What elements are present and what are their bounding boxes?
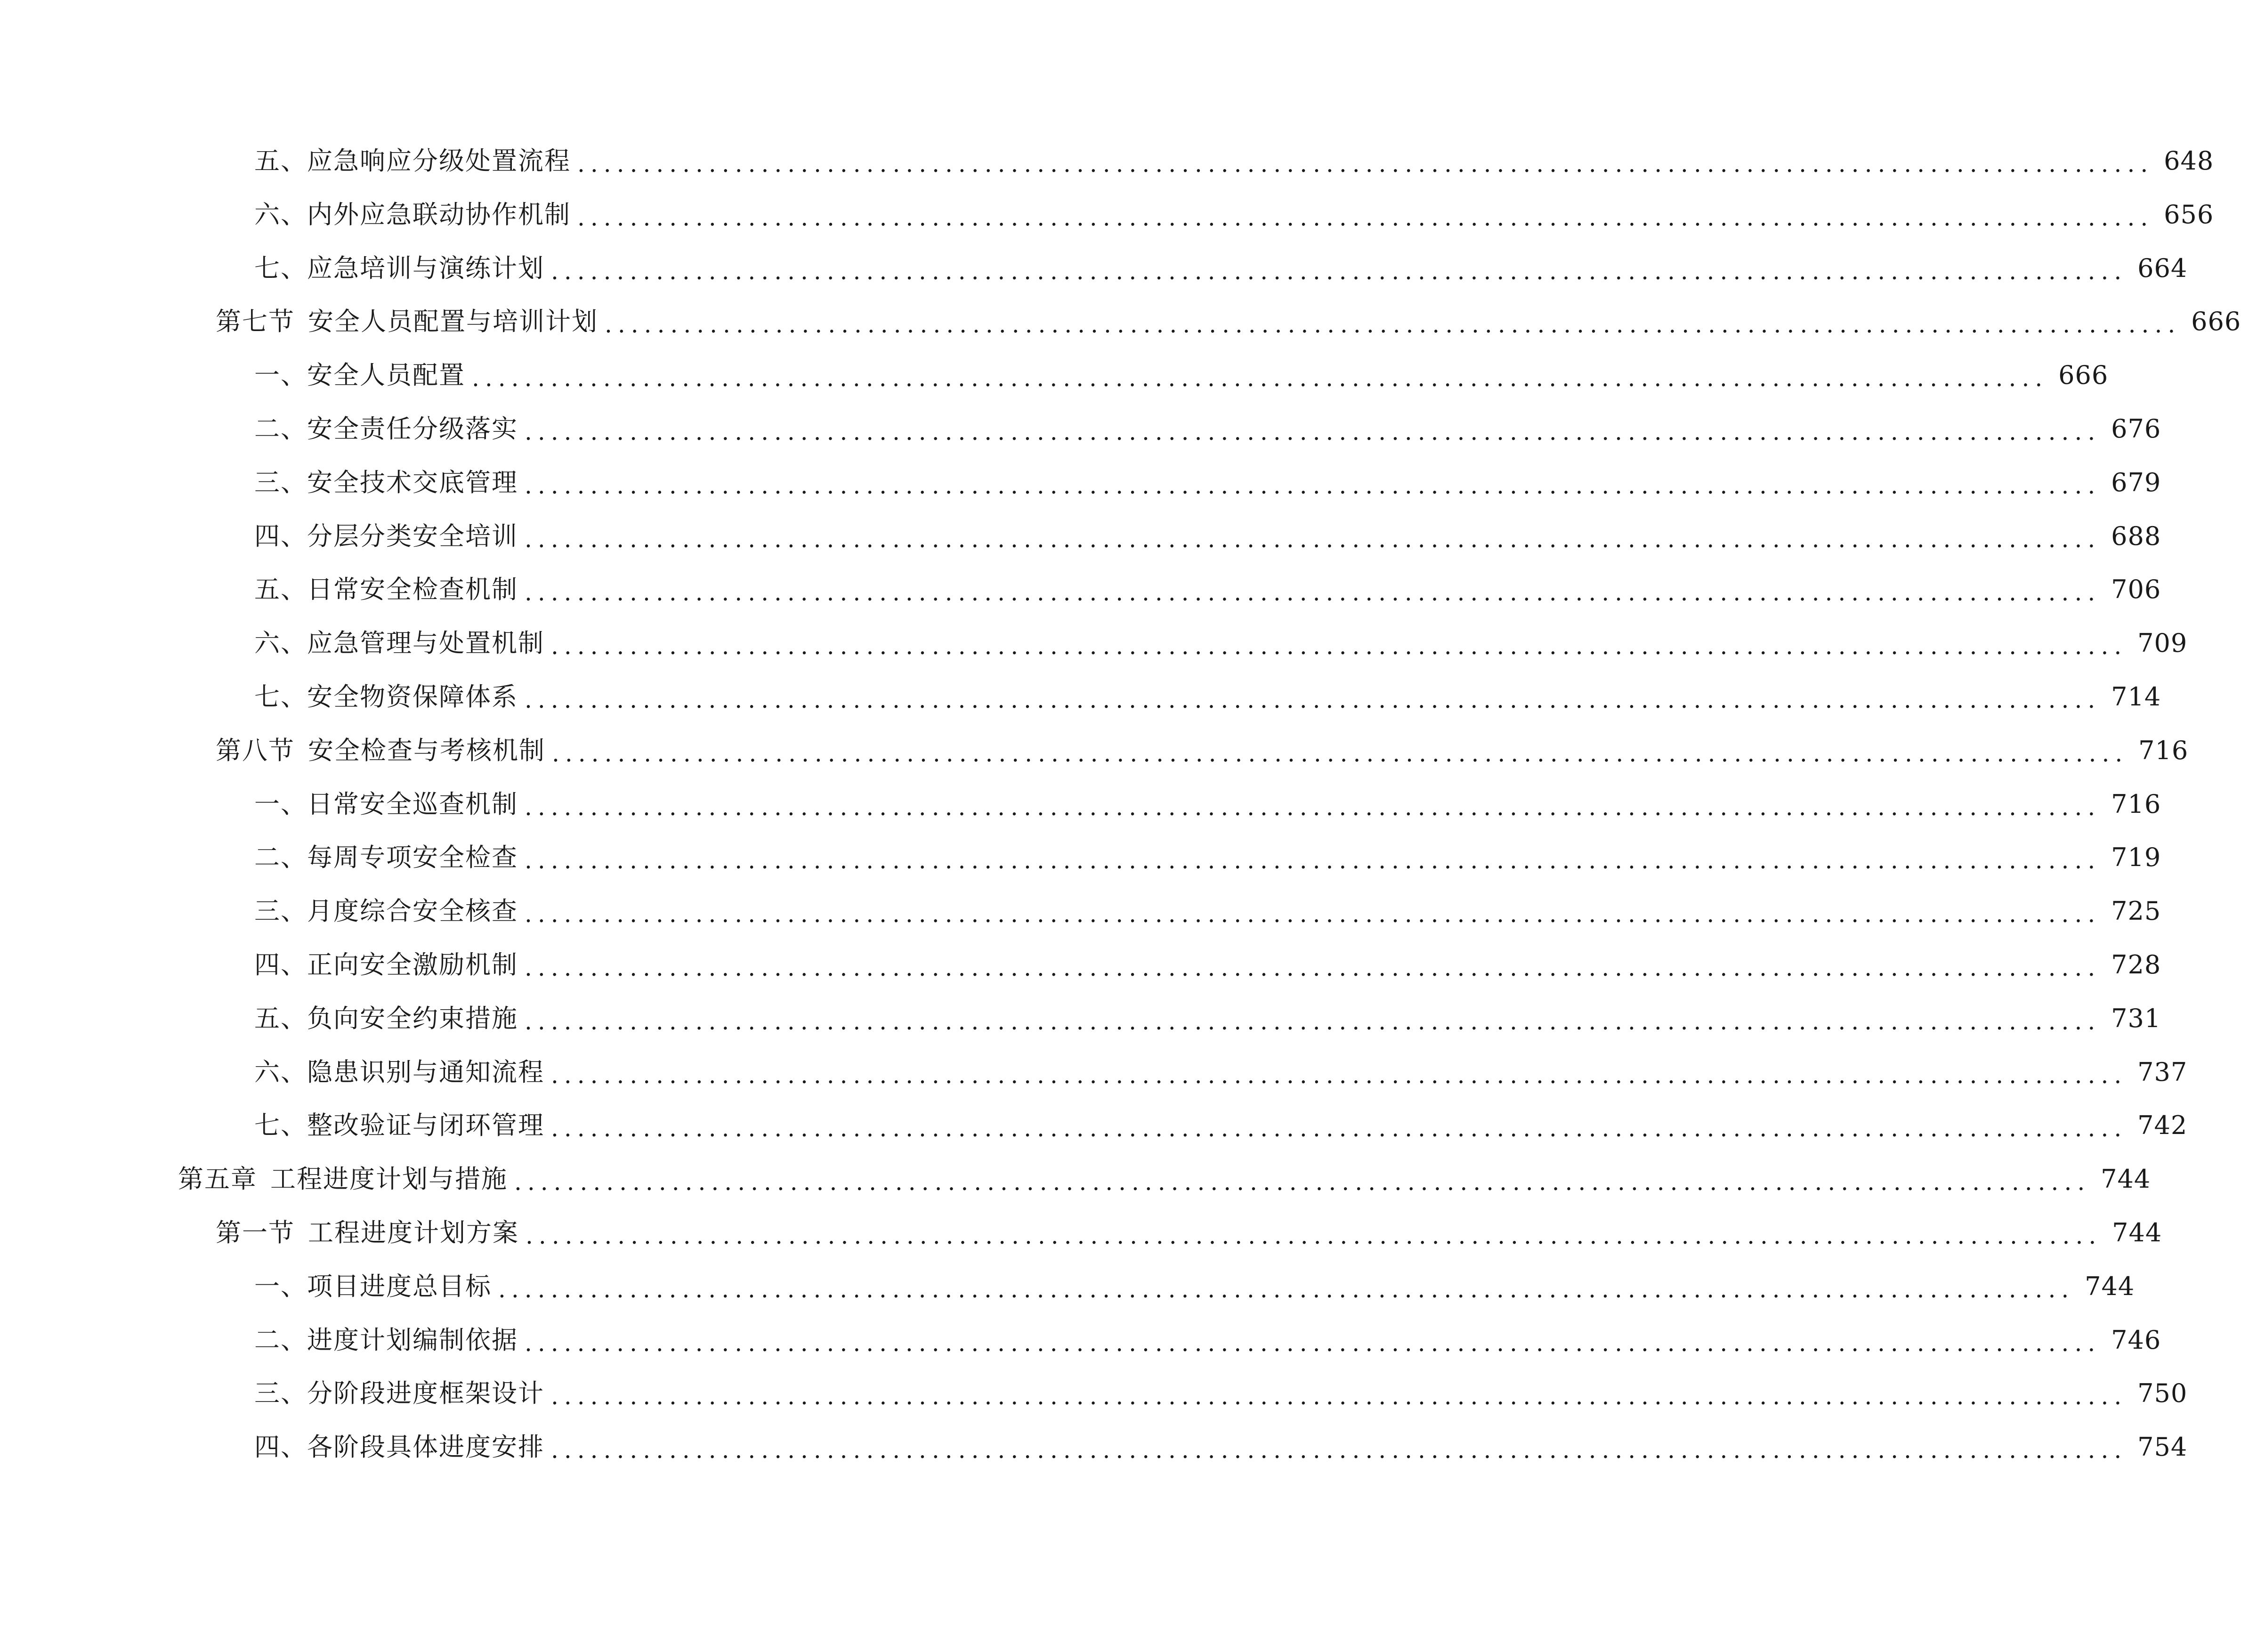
toc-entry-title bbox=[254, 253, 544, 283]
toc-entry-title bbox=[254, 1325, 518, 1355]
toc-entry-title bbox=[254, 521, 518, 551]
dot-leader: ........................................................................................................................ bbox=[498, 1276, 2075, 1303]
toc-entry-title bbox=[254, 684, 518, 710]
dot-leader: ........................................................................................................................ bbox=[526, 1222, 2102, 1249]
toc-entry-page-number: 706 bbox=[2111, 575, 2161, 604]
dot-leader: ........................................................................................................................ bbox=[551, 1383, 2128, 1410]
toc-entry-text: 四、各阶段具体进度安排 bbox=[254, 1432, 544, 1462]
toc-entry-title bbox=[254, 789, 518, 819]
toc-entry[interactable] bbox=[254, 1260, 2135, 1313]
toc-entry-title bbox=[254, 1057, 544, 1087]
toc-entry-text: 二、每周专项安全检查 bbox=[254, 842, 518, 872]
toc-entry-text: 六、隐患识别与通知流程 bbox=[254, 1057, 544, 1087]
dot-leader: ........................................................................................................................ bbox=[525, 579, 2101, 606]
toc-entry-page-number: 716 bbox=[2111, 789, 2161, 819]
toc-entry-text: 七、安全物资保障体系 bbox=[254, 682, 518, 712]
toc-entry[interactable] bbox=[254, 403, 2161, 455]
toc-entry-title bbox=[254, 896, 518, 926]
toc-entry-page-number: 716 bbox=[2138, 736, 2189, 765]
dot-leader: ........................................................................................................................ bbox=[551, 632, 2128, 660]
toc-entry-title bbox=[254, 1378, 544, 1408]
toc-entry-number: 第五章 bbox=[178, 1164, 257, 1194]
toc-entry-text: 三、分阶段进度框架设计 bbox=[254, 1378, 544, 1408]
toc-entry-text: 四、正向安全激励机制 bbox=[254, 950, 518, 980]
toc-entry[interactable] bbox=[254, 1367, 2188, 1420]
toc-entry-text: 安全人员配置与培训计划 bbox=[308, 307, 598, 336]
toc-entry-text: 三、安全技术交底管理 bbox=[254, 468, 518, 497]
toc-entry-title bbox=[254, 148, 571, 174]
toc-entry-title bbox=[216, 309, 598, 334]
toc-entry[interactable] bbox=[254, 135, 2214, 187]
toc-entry-title bbox=[254, 202, 571, 227]
dot-leader: ........................................................................................................................ bbox=[514, 1168, 2091, 1196]
toc-entry-text: 五、负向安全约束措施 bbox=[254, 1004, 518, 1033]
toc-entry-title bbox=[216, 738, 545, 763]
dot-leader: ........................................................................................................................ bbox=[525, 472, 2101, 499]
toc-entry-text: 一、日常安全巡查机制 bbox=[254, 789, 518, 819]
toc-entry-page-number: 731 bbox=[2111, 1004, 2161, 1033]
toc-entry[interactable] bbox=[254, 456, 2161, 509]
toc-entry-page-number: 656 bbox=[2164, 200, 2214, 229]
toc-entry[interactable] bbox=[254, 563, 2161, 616]
toc-entry-number: 第七节 bbox=[216, 307, 295, 336]
toc-entry-text: 安全检查与考核机制 bbox=[308, 736, 545, 765]
dot-leader: ........................................................................................................................ bbox=[525, 954, 2101, 981]
toc-entry-page-number: 746 bbox=[2111, 1325, 2161, 1355]
toc-entry-page-number: 714 bbox=[2111, 682, 2161, 712]
toc-entry-page-number: 688 bbox=[2111, 521, 2161, 551]
toc-entry-page-number: 744 bbox=[2112, 1218, 2162, 1247]
toc-entry-title bbox=[254, 1006, 518, 1031]
toc-entry-page-number: 648 bbox=[2164, 146, 2214, 176]
toc-entry[interactable] bbox=[254, 349, 2109, 402]
dot-leader: ........................................................................................................................ bbox=[525, 1329, 2101, 1357]
toc-entry-page-number: 737 bbox=[2137, 1057, 2188, 1087]
toc-entry[interactable] bbox=[254, 939, 2161, 991]
dot-leader: ........................................................................................................................ bbox=[552, 740, 2128, 767]
toc-entry[interactable] bbox=[254, 1421, 2188, 1474]
toc-entry-number: 第一节 bbox=[216, 1218, 295, 1247]
toc-entry-text: 一、项目进度总目标 bbox=[254, 1271, 492, 1301]
toc-entry-text: 五、应急响应分级处置流程 bbox=[254, 146, 571, 176]
dot-leader: ........................................................................................................................ bbox=[551, 1115, 2128, 1142]
toc-entry-title bbox=[178, 1166, 508, 1192]
toc-entry-title bbox=[216, 1220, 519, 1246]
toc-entry-text: 六、应急管理与处置机制 bbox=[254, 628, 544, 658]
dot-leader: ........................................................................................................................ bbox=[551, 258, 2128, 285]
dot-leader: ........................................................................................................................ bbox=[525, 794, 2101, 821]
toc-entry[interactable] bbox=[216, 295, 2241, 348]
toc-entry-page-number: 679 bbox=[2111, 468, 2161, 497]
toc-entry-text: 三、月度综合安全核查 bbox=[254, 896, 518, 926]
toc-entry-text: 七、应急培训与演练计划 bbox=[254, 253, 544, 283]
toc-entry[interactable] bbox=[254, 188, 2214, 241]
toc-entry-page-number: 676 bbox=[2111, 414, 2161, 444]
toc-entry-page-number: 725 bbox=[2111, 896, 2161, 926]
toc-entry-title bbox=[254, 628, 544, 658]
toc-entry[interactable] bbox=[254, 1099, 2188, 1152]
toc-entry[interactable] bbox=[254, 992, 2161, 1045]
dot-leader: ........................................................................................................................ bbox=[577, 150, 2154, 178]
toc-entry-page-number: 709 bbox=[2137, 628, 2188, 658]
toc-entry-text: 二、进度计划编制依据 bbox=[254, 1325, 518, 1355]
toc-entry[interactable] bbox=[216, 724, 2189, 777]
toc-entry-text: 六、内外应急联动协作机制 bbox=[254, 200, 571, 229]
dot-leader: ........................................................................................................................ bbox=[551, 1436, 2128, 1464]
toc-entry-text: 二、安全责任分级落实 bbox=[254, 414, 518, 444]
toc-entry[interactable] bbox=[254, 510, 2161, 563]
toc-entry-title bbox=[254, 416, 518, 442]
toc-entry[interactable] bbox=[254, 885, 2161, 938]
toc-entry[interactable] bbox=[254, 778, 2161, 831]
toc-entry[interactable] bbox=[216, 1207, 2162, 1259]
toc-entry-text: 七、整改验证与闭环管理 bbox=[254, 1110, 544, 1140]
dot-leader: ........................................................................................................................ bbox=[605, 311, 2181, 338]
toc-entry-page-number: 744 bbox=[2085, 1271, 2135, 1301]
dot-leader: ........................................................................................................................ bbox=[525, 1008, 2101, 1035]
dot-leader: ........................................................................................................................ bbox=[525, 847, 2101, 874]
toc-entry-number: 第八节 bbox=[216, 736, 295, 765]
toc-entry[interactable] bbox=[254, 1046, 2188, 1099]
toc-entry-title bbox=[254, 1434, 544, 1460]
toc-entry[interactable] bbox=[254, 831, 2161, 884]
toc-entry-page-number: 754 bbox=[2137, 1432, 2188, 1462]
toc-entry[interactable] bbox=[254, 671, 2161, 723]
dot-leader: ........................................................................................................................ bbox=[472, 364, 2048, 392]
toc-entry-page-number: 664 bbox=[2137, 253, 2188, 283]
toc-entry-page-number: 750 bbox=[2137, 1378, 2188, 1408]
toc-entry-text: 四、分层分类安全培训 bbox=[254, 521, 518, 551]
toc-entry-page-number: 742 bbox=[2137, 1110, 2188, 1140]
toc-entry-text: 五、日常安全检查机制 bbox=[254, 575, 518, 604]
toc-entry-text: 工程进度计划方案 bbox=[308, 1218, 519, 1247]
dot-leader: ........................................................................................................................ bbox=[525, 900, 2101, 928]
toc-entry[interactable] bbox=[254, 617, 2188, 670]
toc-entry[interactable] bbox=[254, 242, 2188, 295]
dot-leader: ........................................................................................................................ bbox=[525, 686, 2101, 713]
toc-entry-title bbox=[254, 842, 518, 872]
toc-entry-page-number: 666 bbox=[2058, 360, 2109, 390]
toc-entry[interactable] bbox=[254, 1314, 2161, 1367]
dot-leader: ........................................................................................................................ bbox=[577, 204, 2154, 231]
toc-entry-title bbox=[254, 360, 465, 390]
toc-entry[interactable] bbox=[178, 1153, 2151, 1206]
dot-leader: ........................................................................................................................ bbox=[525, 418, 2101, 445]
toc-entry-text: 一、安全人员配置 bbox=[254, 360, 465, 390]
toc-entry-title bbox=[254, 952, 518, 978]
toc-entry-page-number: 728 bbox=[2111, 950, 2161, 980]
toc-entry-title bbox=[254, 1271, 492, 1301]
toc-entry-title bbox=[254, 577, 518, 602]
toc-entry-title bbox=[254, 470, 518, 495]
toc-entry-text: 工程进度计划与措施 bbox=[270, 1164, 508, 1194]
toc-entry-page-number: 744 bbox=[2101, 1164, 2151, 1194]
dot-leader: ........................................................................................................................ bbox=[525, 526, 2101, 553]
toc-entry-page-number: 666 bbox=[2191, 307, 2241, 336]
dot-leader: ........................................................................................................................ bbox=[551, 1061, 2128, 1089]
toc-entry-title bbox=[254, 1110, 544, 1140]
toc-entry-page-number: 719 bbox=[2111, 842, 2161, 872]
